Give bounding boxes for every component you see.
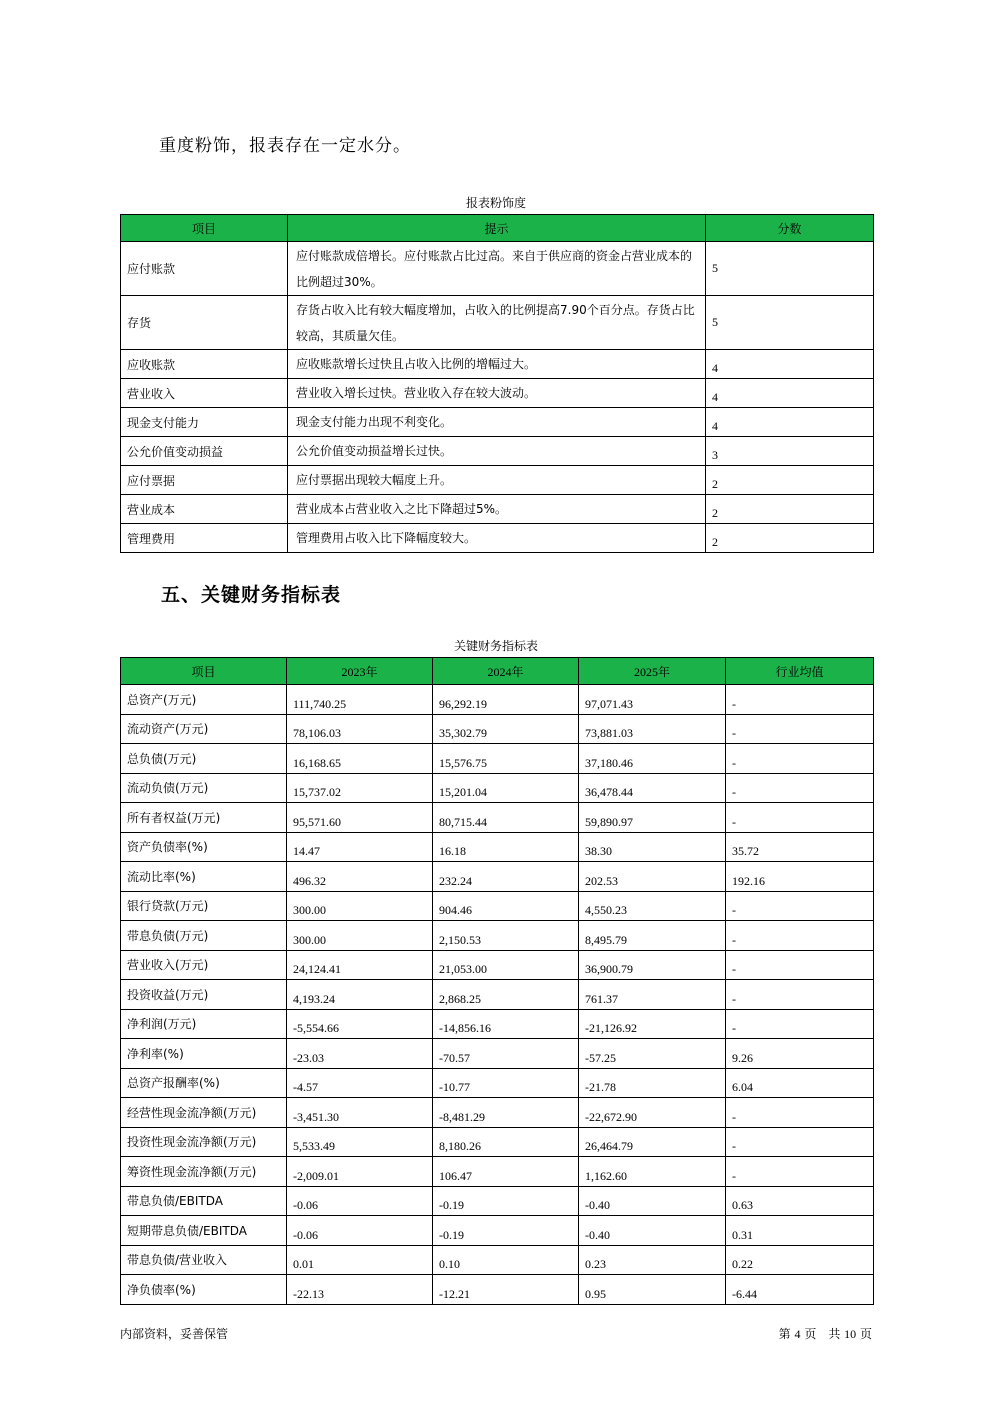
row-hint-cell: 应付票据出现较大幅度上升。 (288, 466, 706, 495)
footer-page-number (779, 1325, 872, 1342)
table-row (121, 495, 874, 524)
metric-name-cell: 流动资产(万元) (121, 714, 287, 744)
row-score-cell: 5 (706, 296, 874, 350)
row-score-cell: 2 (706, 466, 874, 495)
row-score-cell: 4 (706, 408, 874, 437)
row-score-cell: 5 (706, 242, 874, 296)
value-2024-cell: 21,053.00 (433, 950, 579, 980)
table-row (121, 1127, 874, 1157)
value-2024-cell: -14,856.16 (433, 1009, 579, 1039)
value-2025-cell: 8,495.79 (579, 921, 726, 951)
table-row (121, 1216, 874, 1246)
value-2024-cell: -12.21 (433, 1275, 579, 1305)
value-2023-cell: -22.13 (287, 1275, 433, 1305)
industry-avg-cell: - (726, 1127, 874, 1157)
value-2025-cell: 0.95 (579, 1275, 726, 1305)
row-hint-cell: 存货占收入比有较大幅度增加，占收入的比例提高7.90个百分点。存货占比较高，其质量欠佳。 (288, 296, 706, 350)
table-row (121, 950, 874, 980)
industry-avg-cell: -6.44 (726, 1275, 874, 1305)
page-mid: 页 共 (804, 1327, 841, 1341)
metric-name-cell: 短期带息负债/EBITDA (121, 1216, 287, 1246)
value-2025-cell: 761.37 (579, 980, 726, 1010)
table-row (121, 437, 874, 466)
value-2025-cell: -21.78 (579, 1068, 726, 1098)
metric-name-cell: 营业收入(万元) (121, 950, 287, 980)
row-score-cell: 3 (706, 437, 874, 466)
industry-avg-cell: 6.04 (726, 1068, 874, 1098)
value-2023-cell: 300.00 (287, 891, 433, 921)
table-row (121, 685, 874, 715)
table-row (121, 832, 874, 862)
metric-name-cell: 投资收益(万元) (121, 980, 287, 1010)
metric-name-cell: 净利润(万元) (121, 1009, 287, 1039)
header-year-2025: 2025年 (579, 658, 726, 685)
value-2024-cell: 96,292.19 (433, 685, 579, 715)
table-row (121, 1098, 874, 1128)
value-2025-cell: 26,464.79 (579, 1127, 726, 1157)
value-2023-cell: -0.06 (287, 1186, 433, 1216)
industry-avg-cell: 0.63 (726, 1186, 874, 1216)
metric-name-cell: 净利率(%) (121, 1039, 287, 1069)
value-2025-cell: 4,550.23 (579, 891, 726, 921)
row-hint-cell: 管理费用占收入比下降幅度较大。 (288, 524, 706, 553)
table-row (121, 1245, 874, 1275)
value-2025-cell: -21,126.92 (579, 1009, 726, 1039)
value-2023-cell: 95,571.60 (287, 803, 433, 833)
value-2023-cell: -5,554.66 (287, 1009, 433, 1039)
metric-name-cell: 总负债(万元) (121, 744, 287, 774)
page-prefix: 第 (778, 1327, 791, 1341)
value-2023-cell: 0.01 (287, 1245, 433, 1275)
metric-name-cell: 资产负债率(%) (121, 832, 287, 862)
metric-name-cell: 净负债率(%) (121, 1275, 287, 1305)
row-hint-cell: 营业收入增长过快。营业收入存在较大波动。 (288, 379, 706, 408)
value-2024-cell: 904.46 (433, 891, 579, 921)
section-title: 五、关键财务指标表 (161, 584, 342, 606)
table-row (121, 1186, 874, 1216)
metric-name-cell: 银行贷款(万元) (121, 891, 287, 921)
industry-avg-cell: - (726, 950, 874, 980)
industry-avg-cell: - (726, 685, 874, 715)
table-row (121, 1009, 874, 1039)
value-2023-cell: -0.06 (287, 1216, 433, 1246)
table-row (121, 242, 874, 296)
industry-avg-cell: - (726, 714, 874, 744)
value-2025-cell: 59,890.97 (579, 803, 726, 833)
value-2023-cell: -4.57 (287, 1068, 433, 1098)
value-2024-cell: 2,150.53 (433, 921, 579, 951)
table-row (121, 1039, 874, 1069)
value-2023-cell: 5,533.49 (287, 1127, 433, 1157)
value-2025-cell: -0.40 (579, 1186, 726, 1216)
industry-avg-cell: - (726, 1009, 874, 1039)
value-2025-cell: 97,071.43 (579, 685, 726, 715)
table-row (121, 891, 874, 921)
value-2024-cell: 2,868.25 (433, 980, 579, 1010)
row-item-cell: 应付账款 (121, 242, 288, 296)
value-2023-cell: 4,193.24 (287, 980, 433, 1010)
value-2024-cell: 80,715.44 (433, 803, 579, 833)
page-suffix: 页 (859, 1327, 872, 1341)
value-2025-cell: 0.23 (579, 1245, 726, 1275)
table-row (121, 862, 874, 892)
value-2023-cell: -3,451.30 (287, 1098, 433, 1128)
industry-avg-cell: - (726, 1098, 874, 1128)
value-2024-cell: -0.19 (433, 1186, 579, 1216)
row-score-cell: 4 (706, 379, 874, 408)
industry-avg-cell: - (726, 773, 874, 803)
row-hint-cell: 应收账款增长过快且占收入比例的增幅过大。 (288, 350, 706, 379)
table1-caption: 报表粉饰度 (465, 196, 526, 210)
table-row (121, 296, 874, 350)
row-hint-cell: 营业成本占营业收入之比下降超过5%。 (288, 495, 706, 524)
value-2025-cell: 1,162.60 (579, 1157, 726, 1187)
value-2023-cell: -2,009.01 (287, 1157, 433, 1187)
row-score-cell: 2 (706, 495, 874, 524)
row-item-cell: 现金支付能力 (121, 408, 288, 437)
industry-avg-cell: 0.31 (726, 1216, 874, 1246)
row-score-cell: 4 (706, 350, 874, 379)
metric-name-cell: 总资产(万元) (121, 685, 287, 715)
header-year-2023: 2023年 (287, 658, 433, 685)
table-header-row (121, 215, 874, 242)
metric-name-cell: 所有者权益(万元) (121, 803, 287, 833)
table-row (121, 744, 874, 774)
row-hint-cell: 应付账款成倍增长。应付账款占比过高。来自于供应商的资金占营业成本的比例超过30%。 (288, 242, 706, 296)
value-2024-cell: -8,481.29 (433, 1098, 579, 1128)
value-2024-cell: 16.18 (433, 832, 579, 862)
row-item-cell: 公允价值变动损益 (121, 437, 288, 466)
header-item: 项目 (121, 658, 287, 685)
value-2025-cell: 38.30 (579, 832, 726, 862)
value-2023-cell: -23.03 (287, 1039, 433, 1069)
table-row (121, 408, 874, 437)
value-2025-cell: -57.25 (579, 1039, 726, 1069)
table2-caption: 关键财务指标表 (453, 639, 538, 653)
value-2025-cell: 37,180.46 (579, 744, 726, 774)
table-row (121, 921, 874, 951)
metric-name-cell: 带息负债/营业收入 (121, 1245, 287, 1275)
row-item-cell: 营业收入 (121, 379, 288, 408)
page-current: 4 (794, 1327, 801, 1341)
industry-avg-cell: - (726, 803, 874, 833)
industry-avg-cell: 0.22 (726, 1245, 874, 1275)
table-header-row (121, 658, 874, 685)
table-row (121, 524, 874, 553)
value-2023-cell: 14.47 (287, 832, 433, 862)
value-2023-cell: 300.00 (287, 921, 433, 951)
table-row (121, 1068, 874, 1098)
industry-avg-cell: - (726, 921, 874, 951)
key-metrics-table (120, 657, 874, 1305)
table-row (121, 1157, 874, 1187)
row-hint-cell: 现金支付能力出现不利变化。 (288, 408, 706, 437)
table-row (121, 714, 874, 744)
industry-avg-cell: 192.16 (726, 862, 874, 892)
table-row (121, 803, 874, 833)
value-2024-cell: -0.19 (433, 1216, 579, 1246)
metric-name-cell: 流动负债(万元) (121, 773, 287, 803)
industry-avg-cell: 35.72 (726, 832, 874, 862)
metric-name-cell: 投资性现金流净额(万元) (121, 1127, 287, 1157)
value-2023-cell: 78,106.03 (287, 714, 433, 744)
row-item-cell: 营业成本 (121, 495, 288, 524)
value-2025-cell: 73,881.03 (579, 714, 726, 744)
industry-avg-cell: - (726, 891, 874, 921)
value-2024-cell: 35,302.79 (433, 714, 579, 744)
industry-avg-cell: - (726, 744, 874, 774)
row-item-cell: 存货 (121, 296, 288, 350)
table-row (121, 773, 874, 803)
table-row (121, 379, 874, 408)
value-2024-cell: 8,180.26 (433, 1127, 579, 1157)
header-year-2024: 2024年 (433, 658, 579, 685)
value-2023-cell: 496.32 (287, 862, 433, 892)
footer-confidential: 内部资料，妥善保管 (120, 1327, 229, 1341)
metric-name-cell: 总资产报酬率(%) (121, 1068, 287, 1098)
whitewash-table (120, 214, 874, 553)
page-total: 10 (844, 1327, 857, 1341)
metric-name-cell: 带息负债(万元) (121, 921, 287, 951)
metric-name-cell: 经营性现金流净额(万元) (121, 1098, 287, 1128)
table-row (121, 466, 874, 495)
industry-avg-cell: - (726, 1157, 874, 1187)
table-row (121, 980, 874, 1010)
value-2023-cell: 24,124.41 (287, 950, 433, 980)
row-item-cell: 应收账款 (121, 350, 288, 379)
value-2025-cell: -22,672.90 (579, 1098, 726, 1128)
value-2024-cell: 0.10 (433, 1245, 579, 1275)
value-2025-cell: 36,900.79 (579, 950, 726, 980)
value-2024-cell: -10.77 (433, 1068, 579, 1098)
row-item-cell: 管理费用 (121, 524, 288, 553)
header-industry-avg: 行业均值 (726, 658, 874, 685)
metric-name-cell: 带息负债/EBITDA (121, 1186, 287, 1216)
metric-name-cell: 流动比率(%) (121, 862, 287, 892)
value-2023-cell: 111,740.25 (287, 685, 433, 715)
value-2024-cell: 15,576.75 (433, 744, 579, 774)
header-score: 分数 (706, 215, 874, 242)
value-2023-cell: 15,737.02 (287, 773, 433, 803)
value-2025-cell: 202.53 (579, 862, 726, 892)
row-hint-cell: 公允价值变动损益增长过快。 (288, 437, 706, 466)
intro-text: 重度粉饰，报表存在一定水分。 (159, 136, 411, 156)
value-2024-cell: 232.24 (433, 862, 579, 892)
row-item-cell: 应付票据 (121, 466, 288, 495)
row-score-cell: 2 (706, 524, 874, 553)
metric-name-cell: 筹资性现金流净额(万元) (121, 1157, 287, 1187)
value-2024-cell: -70.57 (433, 1039, 579, 1069)
header-item: 项目 (121, 215, 288, 242)
value-2025-cell: -0.40 (579, 1216, 726, 1246)
header-hint: 提示 (288, 215, 706, 242)
value-2024-cell: 106.47 (433, 1157, 579, 1187)
industry-avg-cell: - (726, 980, 874, 1010)
table-row (121, 1275, 874, 1305)
table-row (121, 350, 874, 379)
value-2025-cell: 36,478.44 (579, 773, 726, 803)
value-2023-cell: 16,168.65 (287, 744, 433, 774)
industry-avg-cell: 9.26 (726, 1039, 874, 1069)
value-2024-cell: 15,201.04 (433, 773, 579, 803)
